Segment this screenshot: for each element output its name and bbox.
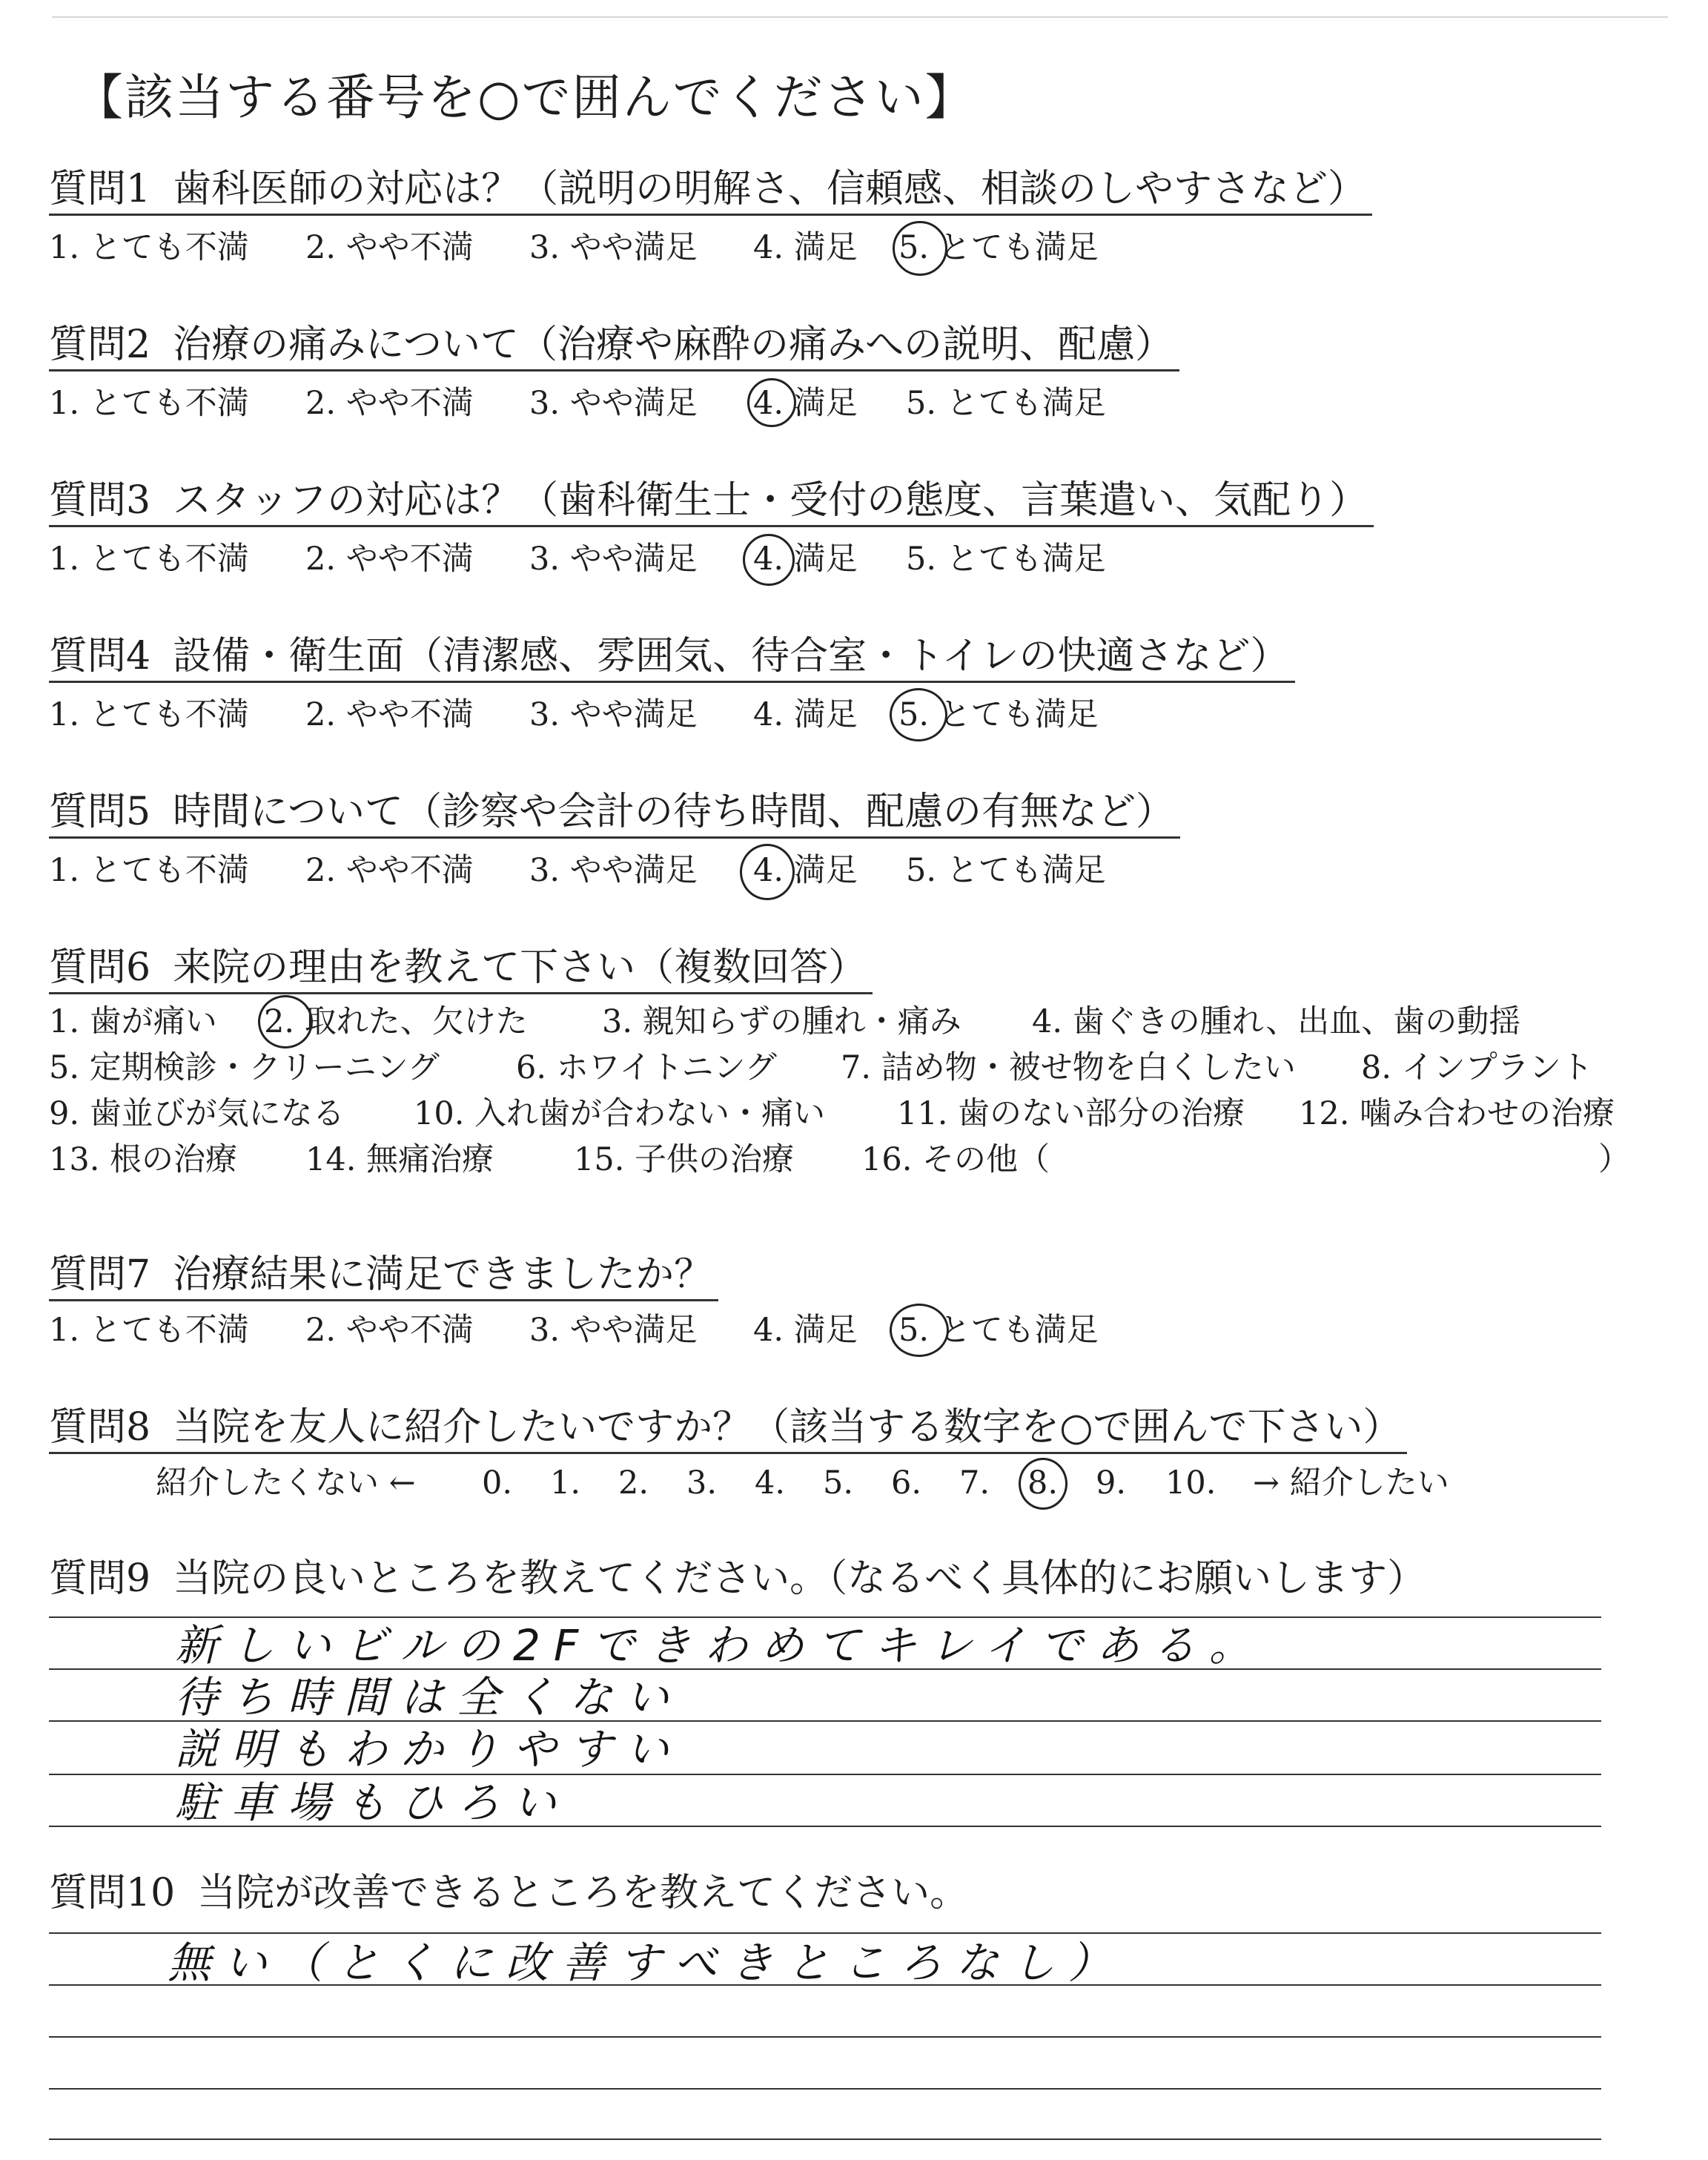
q3-option-5[interactable]: 5. とても満足 bbox=[906, 541, 1106, 578]
question-4-number: 質問4 bbox=[49, 634, 151, 678]
question-8-number: 質問8 bbox=[49, 1405, 151, 1450]
q6-option-8[interactable]: 8. インプラント bbox=[1361, 1049, 1593, 1086]
q2-selected-circle bbox=[747, 378, 796, 427]
question-7-heading bbox=[49, 1250, 718, 1301]
q7-selected-circle bbox=[890, 1304, 949, 1357]
question-5-number: 質問5 bbox=[49, 790, 151, 834]
q6-option-7[interactable]: 7. 詰め物・被せ物を白くしたい bbox=[841, 1049, 1296, 1086]
q10-answer-line-4 bbox=[49, 2088, 1601, 2090]
q5-selected-circle bbox=[740, 844, 795, 900]
q10-answer-line-1 bbox=[49, 1932, 1601, 1934]
q8-scale-8[interactable]: 8. bbox=[1027, 1464, 1059, 1502]
question-3-number: 質問3 bbox=[49, 478, 151, 523]
q5-option-5[interactable]: 5. とても満足 bbox=[906, 852, 1106, 889]
q5-option-4[interactable]: 4. 満足 bbox=[753, 852, 858, 889]
q8-scale-9[interactable]: 9. bbox=[1096, 1464, 1127, 1502]
q9-handwritten-answer-4: 駐車場もひろい bbox=[175, 1777, 570, 1828]
q8-left-label: 紹介したくない ← bbox=[156, 1464, 416, 1502]
question-2-number: 質問2 bbox=[49, 323, 151, 367]
q8-selected-circle bbox=[1019, 1458, 1068, 1510]
question-6-heading bbox=[49, 943, 873, 994]
scan-edge-line bbox=[52, 16, 1668, 18]
question-5-text: 時間について（診察や会計の待ち時間、配慮の有無など） bbox=[173, 790, 1175, 834]
q8-scale-3[interactable]: 3. bbox=[686, 1464, 718, 1502]
question-8-text: 当院を友人に紹介したいですか？（該当する数字を○で囲んで下さい） bbox=[173, 1405, 1402, 1450]
question-3-heading bbox=[49, 476, 1374, 527]
q8-scale-2[interactable]: 2. bbox=[618, 1464, 649, 1502]
q6-option-6[interactable]: 6. ホワイトニング bbox=[516, 1049, 777, 1086]
q3-option-2[interactable]: 2. やや不満 bbox=[305, 541, 474, 578]
q3-selected-circle bbox=[743, 534, 795, 586]
q8-scale-5[interactable]: 5. bbox=[823, 1464, 854, 1502]
q4-selected-circle bbox=[890, 688, 947, 742]
question-2-text: 治療の痛みについて（治療や麻酔の痛みへの説明、配慮） bbox=[173, 323, 1174, 367]
q6-option-12[interactable]: 12. 噛み合わせの治療 bbox=[1299, 1095, 1615, 1132]
q9-handwritten-answer-1: 新しいビルの2Fできわめてキレイである。 bbox=[175, 1620, 1265, 1671]
q2-option-5[interactable]: 5. とても満足 bbox=[906, 385, 1106, 422]
question-4-text: 設備・衛生面（清潔感、雰囲気、待合室・トイレの快適さなど） bbox=[173, 634, 1289, 678]
q9-answer-line-1 bbox=[49, 1616, 1601, 1618]
q3-option-3[interactable]: 3. やや満足 bbox=[529, 541, 698, 578]
q1-option-5[interactable]: 5. とても満足 bbox=[898, 229, 1099, 266]
q3-option-1[interactable]: 1. とても不満 bbox=[49, 541, 249, 578]
q6-option-11[interactable]: 11. 歯のない部分の治療 bbox=[897, 1095, 1245, 1132]
q6-option-1[interactable]: 1. 歯が痛い bbox=[49, 1003, 217, 1040]
question-4-heading bbox=[49, 632, 1295, 683]
q6-selected-circle bbox=[258, 995, 313, 1048]
q2-option-3[interactable]: 3. やや満足 bbox=[529, 385, 698, 422]
q4-option-5[interactable]: 5. とても満足 bbox=[898, 696, 1099, 733]
question-10-text: 当院が改善できるところを教えてください。 bbox=[197, 1871, 969, 1915]
question-7-text: 治療結果に満足できましたか？ bbox=[173, 1252, 713, 1297]
q5-option-1[interactable]: 1. とても不満 bbox=[49, 852, 249, 889]
q6-option-16[interactable]: 16. その他（ bbox=[861, 1141, 1050, 1178]
q2-option-4[interactable]: 4. 満足 bbox=[753, 385, 858, 422]
question-9-text: 当院の良いところを教えてください。（なるべく具体的にお願いします） bbox=[173, 1556, 1426, 1601]
q8-scale-1[interactable]: 1. bbox=[550, 1464, 581, 1502]
q2-option-2[interactable]: 2. やや不満 bbox=[305, 385, 474, 422]
q10-answer-line-5 bbox=[49, 2138, 1601, 2140]
q1-option-3[interactable]: 3. やや満足 bbox=[529, 229, 698, 266]
q8-scale-4[interactable]: 4. bbox=[755, 1464, 786, 1502]
q6-option-9[interactable]: 9. 歯並びが気になる bbox=[49, 1095, 345, 1132]
q6-other-close-paren: ） bbox=[1598, 1141, 1630, 1178]
question-6-number: 質問6 bbox=[49, 945, 151, 990]
question-1-heading bbox=[49, 165, 1372, 216]
q7-option-3[interactable]: 3. やや満足 bbox=[529, 1312, 698, 1349]
question-1-text: 歯科医師の対応は？（説明の明解さ、信頼感、相談のしやすさなど） bbox=[173, 167, 1367, 211]
q4-option-3[interactable]: 3. やや満足 bbox=[529, 696, 698, 733]
q9-handwritten-answer-2: 待ち時間は全くない bbox=[175, 1672, 683, 1723]
q8-scale-10[interactable]: 10. bbox=[1165, 1464, 1217, 1502]
q6-option-13[interactable]: 13. 根の治療 bbox=[49, 1141, 238, 1178]
question-9-number: 質問9 bbox=[49, 1556, 151, 1601]
question-1-number: 質問1 bbox=[49, 167, 151, 211]
q7-option-4[interactable]: 4. 満足 bbox=[753, 1312, 858, 1349]
q8-scale-7[interactable]: 7. bbox=[959, 1464, 990, 1502]
q8-scale-0[interactable]: 0. bbox=[482, 1464, 513, 1502]
q1-option-4[interactable]: 4. 満足 bbox=[753, 229, 858, 266]
question-10-number: 質問10 bbox=[49, 1871, 176, 1915]
question-5-heading bbox=[49, 787, 1180, 839]
question-10-heading bbox=[49, 1869, 974, 1918]
q8-scale-6[interactable]: 6. bbox=[891, 1464, 922, 1502]
q3-option-4[interactable]: 4. 満足 bbox=[753, 541, 858, 578]
q4-option-2[interactable]: 2. やや不満 bbox=[305, 696, 474, 733]
q1-option-1[interactable]: 1. とても不満 bbox=[49, 229, 249, 266]
question-8-heading bbox=[49, 1403, 1407, 1454]
question-6-text: 来院の理由を教えて下さい（複数回答） bbox=[173, 945, 867, 990]
q5-option-3[interactable]: 3. やや満足 bbox=[529, 852, 698, 889]
q7-option-2[interactable]: 2. やや不満 bbox=[305, 1312, 474, 1349]
q6-option-14[interactable]: 14. 無痛治療 bbox=[305, 1141, 494, 1178]
q6-option-5[interactable]: 5. 定期検診・クリーニング bbox=[49, 1049, 440, 1086]
q5-option-2[interactable]: 2. やや不満 bbox=[305, 852, 474, 889]
q8-right-label: → 紹介したい bbox=[1253, 1464, 1449, 1502]
q6-option-10[interactable]: 10. 入れ歯が合わない・痛い bbox=[414, 1095, 826, 1132]
q1-option-2[interactable]: 2. やや不満 bbox=[305, 229, 474, 266]
q7-option-1[interactable]: 1. とても不満 bbox=[49, 1312, 249, 1349]
question-2-heading bbox=[49, 320, 1179, 371]
q6-option-15[interactable]: 15. 子供の治療 bbox=[574, 1141, 795, 1178]
question-3-text: スタッフの対応は？（歯科衛生士・受付の態度、言葉遣い、気配り） bbox=[173, 478, 1368, 523]
q6-option-2[interactable]: 2. 取れた、欠けた bbox=[264, 1003, 528, 1040]
q10-handwritten-answer-1: 無い（とくに改善すべきところなし） bbox=[168, 1938, 1125, 1988]
q1-selected-circle bbox=[893, 221, 947, 276]
question-9-heading bbox=[49, 1554, 1431, 1603]
q4-option-4[interactable]: 4. 満足 bbox=[753, 696, 858, 733]
q10-answer-line-3 bbox=[49, 2036, 1601, 2038]
q9-handwritten-answer-3: 説明もわかりやすい bbox=[175, 1724, 683, 1774]
q6-option-4[interactable]: 4. 歯ぐきの腫れ、出血、歯の動揺 bbox=[1032, 1003, 1521, 1040]
q2-option-1[interactable]: 1. とても不満 bbox=[49, 385, 249, 422]
q6-option-3[interactable]: 3. 親知らずの腫れ・痛み bbox=[602, 1003, 961, 1040]
q7-option-5[interactable]: 5. とても満足 bbox=[898, 1312, 1099, 1349]
question-7-number: 質問7 bbox=[49, 1252, 151, 1297]
q4-option-1[interactable]: 1. とても不満 bbox=[49, 696, 249, 733]
page-title: 【該当する番号を○で囲んでください】 bbox=[74, 69, 976, 126]
